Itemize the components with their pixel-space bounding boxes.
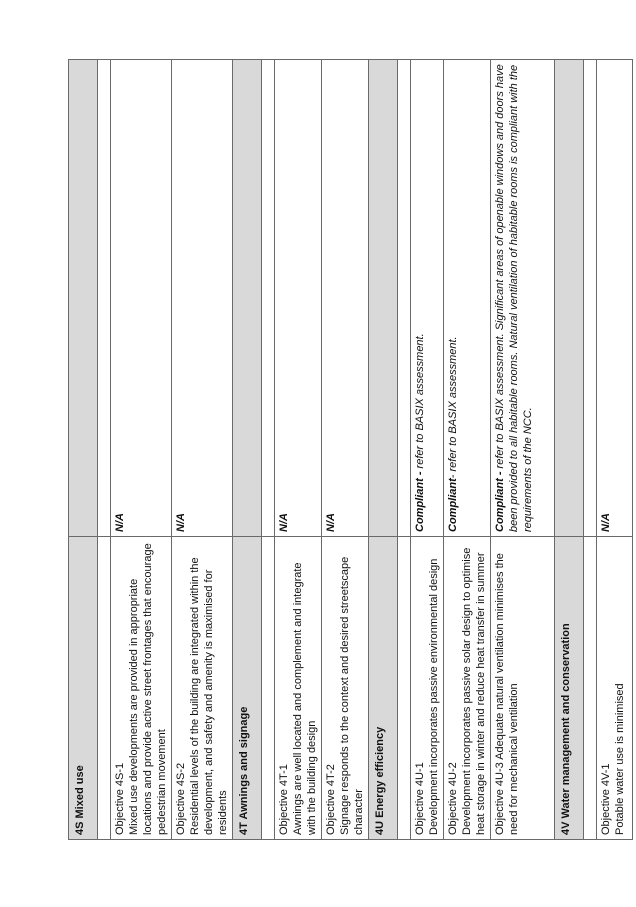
objective-id: Objective 4S-2 [175, 762, 187, 835]
response-text: N/A [325, 513, 337, 532]
table-row-4s-2 [172, 60, 233, 840]
response-cell [444, 60, 491, 537]
objective-text: Signage responds to the context and desired streetscape character [339, 556, 365, 835]
objective-cell [172, 537, 233, 840]
response-text: N/A [175, 513, 187, 532]
objective-id: Objective 4T-2 [325, 764, 337, 835]
response-cell [275, 60, 322, 537]
section-header-4t [233, 60, 262, 840]
table-row-4t-2 [322, 60, 369, 840]
response-cell [491, 60, 555, 537]
response-detail: refer to BASIX assessment. Significant areas of openable windows and doors have been provided to all habitable rooms. Natural ventilation of habitable rooms is compliant with the requirements of the NCC. [494, 64, 534, 532]
section-header-blank [369, 60, 398, 537]
section-header-blank [233, 60, 262, 537]
section-header-blank [69, 60, 98, 537]
response-cell [111, 60, 172, 537]
response-text: N/A [278, 513, 290, 532]
response-cell [322, 60, 369, 537]
table-row-4u-2 [444, 60, 491, 840]
objective-text: Residential levels of the building are integrated within the development, and safety and amenity is maximised for residents [189, 557, 229, 835]
response-cell [411, 60, 444, 537]
table-row-4u-3 [491, 60, 555, 840]
response-text: N/A [114, 513, 126, 532]
table-row-4t-1 [275, 60, 322, 840]
objective-text: Awnings are well located and complement and integrate with the building design [292, 562, 318, 835]
objective-cell [444, 537, 491, 840]
table-row-4u-1 [411, 60, 444, 840]
section-title: 4S Mixed use [69, 537, 98, 840]
spacer-row [262, 60, 275, 840]
response-detail: refer to BASIX assessment. [414, 333, 426, 472]
response-status: Compliant - [414, 471, 426, 532]
section-title: 4T Awnings and signage [233, 537, 262, 840]
objective-cell [597, 537, 633, 840]
response-text: N/A [600, 513, 612, 532]
response-text [447, 336, 459, 532]
response-text [414, 333, 426, 532]
section-header-4v [555, 60, 584, 840]
section-header-4u [369, 60, 398, 840]
objective-id: Objective 4U-2 [447, 762, 459, 835]
objective-text: Potable water use is minimised [614, 683, 626, 835]
objective-cell [322, 537, 369, 840]
objective-id: Objective 4U-1 [414, 762, 426, 835]
objective-text: Mixed use developments are provided in appropriate locations and provide active street frontages that encourage pedestrian movement [128, 543, 168, 835]
section-header-4s [69, 60, 98, 840]
objective-id: Objective 4T-1 [278, 764, 290, 835]
response-status: Compliant - [494, 471, 506, 532]
spacer-row [98, 60, 111, 840]
section-title: 4V Water management and conservation [555, 537, 584, 840]
spacer-row [584, 60, 597, 840]
objective-cell [491, 537, 555, 840]
response-cell [597, 60, 633, 537]
response-cell [172, 60, 233, 537]
objective-id: Objective 4S-1 [114, 762, 126, 835]
section-title: 4U Energy efficiency [369, 537, 398, 840]
objective-cell [411, 537, 444, 840]
response-detail: - refer to BASIX assessment. [447, 336, 459, 479]
response-text [494, 64, 534, 532]
objective-cell [275, 537, 322, 840]
spacer-row [398, 60, 411, 840]
design-objectives-table [68, 59, 633, 840]
section-header-blank [555, 60, 584, 537]
objective-text: Development incorporates passive solar design to optimise heat storage in winter and reduce heat transfer in summer [461, 547, 487, 835]
table-row-4v-1 [597, 60, 633, 840]
table-row-4s-1 [111, 60, 172, 840]
objective-text: Objective 4U-3 Adequate natural ventilation minimises the need for mechanical ventilation [494, 553, 520, 835]
objective-id: Objective 4V-1 [600, 763, 612, 835]
objective-text: Development incorporates passive environmental design [428, 558, 440, 835]
response-status: Compliant [447, 478, 459, 532]
rotated-table-wrapper [68, 60, 626, 840]
objective-cell [111, 537, 172, 840]
